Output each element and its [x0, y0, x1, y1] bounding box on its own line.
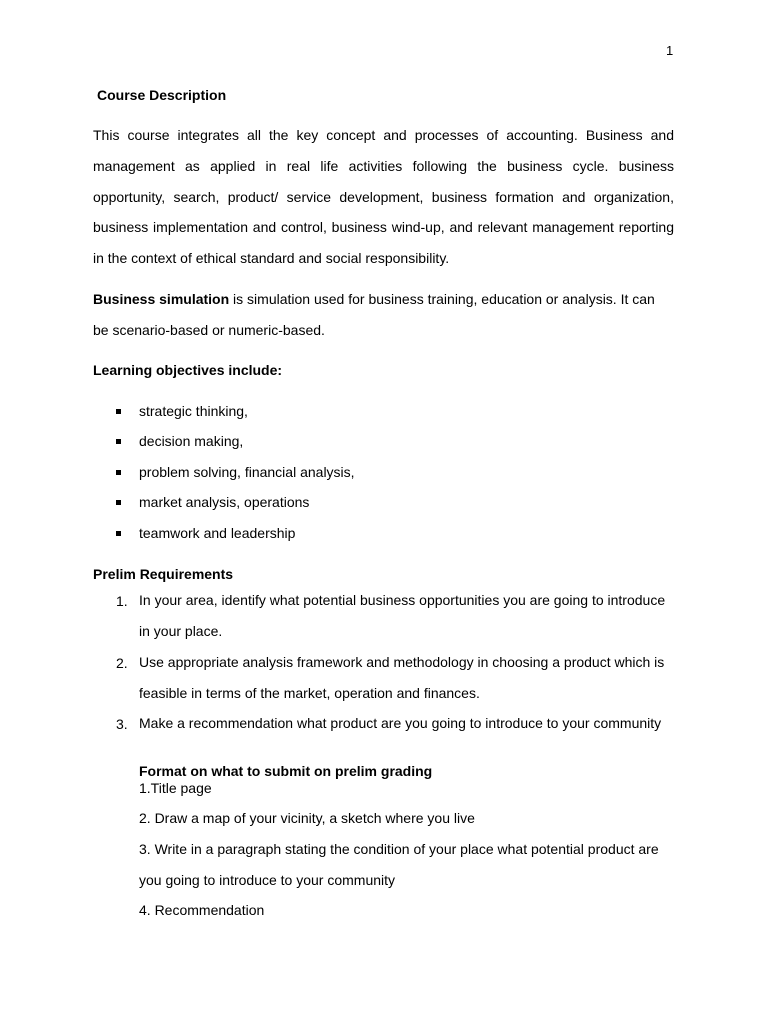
course-description-body: This course integrates all the key concept and processes of accounting. Business and management as applied in real life activities following the business cycle. business opportunity, search, product/ service development, business formation and organization, business implementation and control, business wind-up, and relevant management reporting in the context of ethical standard and social responsibility.	[93, 127, 674, 267]
bullet-icon	[116, 439, 121, 444]
bullet-icon	[116, 531, 121, 536]
bullet-icon	[116, 409, 121, 414]
list-item-text: market analysis, operations	[139, 494, 310, 510]
format-item: 1.Title page	[139, 780, 212, 796]
list-item-text: strategic thinking,	[139, 403, 248, 419]
list-item-text: problem solving, financial analysis,	[139, 464, 355, 480]
list-number: 2.	[116, 655, 128, 671]
bullet-icon	[116, 500, 121, 505]
list-item-text: Use appropriate analysis framework and methodology in choosing a product which is feasible in terms of the market, operation and finances.	[139, 654, 665, 701]
business-simulation-paragraph	[93, 284, 674, 346]
business-simulation-term: Business simulation	[93, 291, 230, 307]
list-number: 1.	[116, 593, 128, 609]
list-item-text: Make a recommendation what product are you going to introduce to your community	[139, 715, 662, 731]
bullet-icon	[116, 470, 121, 475]
course-description-title: Course Description	[97, 87, 227, 103]
list-number: 3.	[116, 716, 128, 732]
format-item: 4. Recommendation	[139, 902, 265, 918]
prelim-requirements-heading: Prelim Requirements	[93, 566, 234, 582]
list-item-text: In your area, identify what potential business opportunities you are going to introduce in your place.	[139, 592, 666, 639]
format-item: 2. Draw a map of your vicinity, a sketch where you live	[139, 810, 475, 826]
list-item-text: teamwork and leadership	[139, 525, 296, 541]
format-submission-section	[139, 762, 679, 918]
learning-objectives-heading: Learning objectives include:	[93, 362, 283, 378]
list-item-text: decision making,	[139, 433, 244, 449]
format-submission-heading: Format on what to submit on prelim grading	[139, 763, 433, 779]
page-number: 1	[666, 43, 674, 58]
format-item: 3. Write in a paragraph stating the condition of your place what potential product are you going to introduce to your community	[139, 841, 659, 888]
business-simulation-definition: is simulation used for business training, education or analysis. It can be scenario-based or numeric-based.	[93, 291, 655, 338]
